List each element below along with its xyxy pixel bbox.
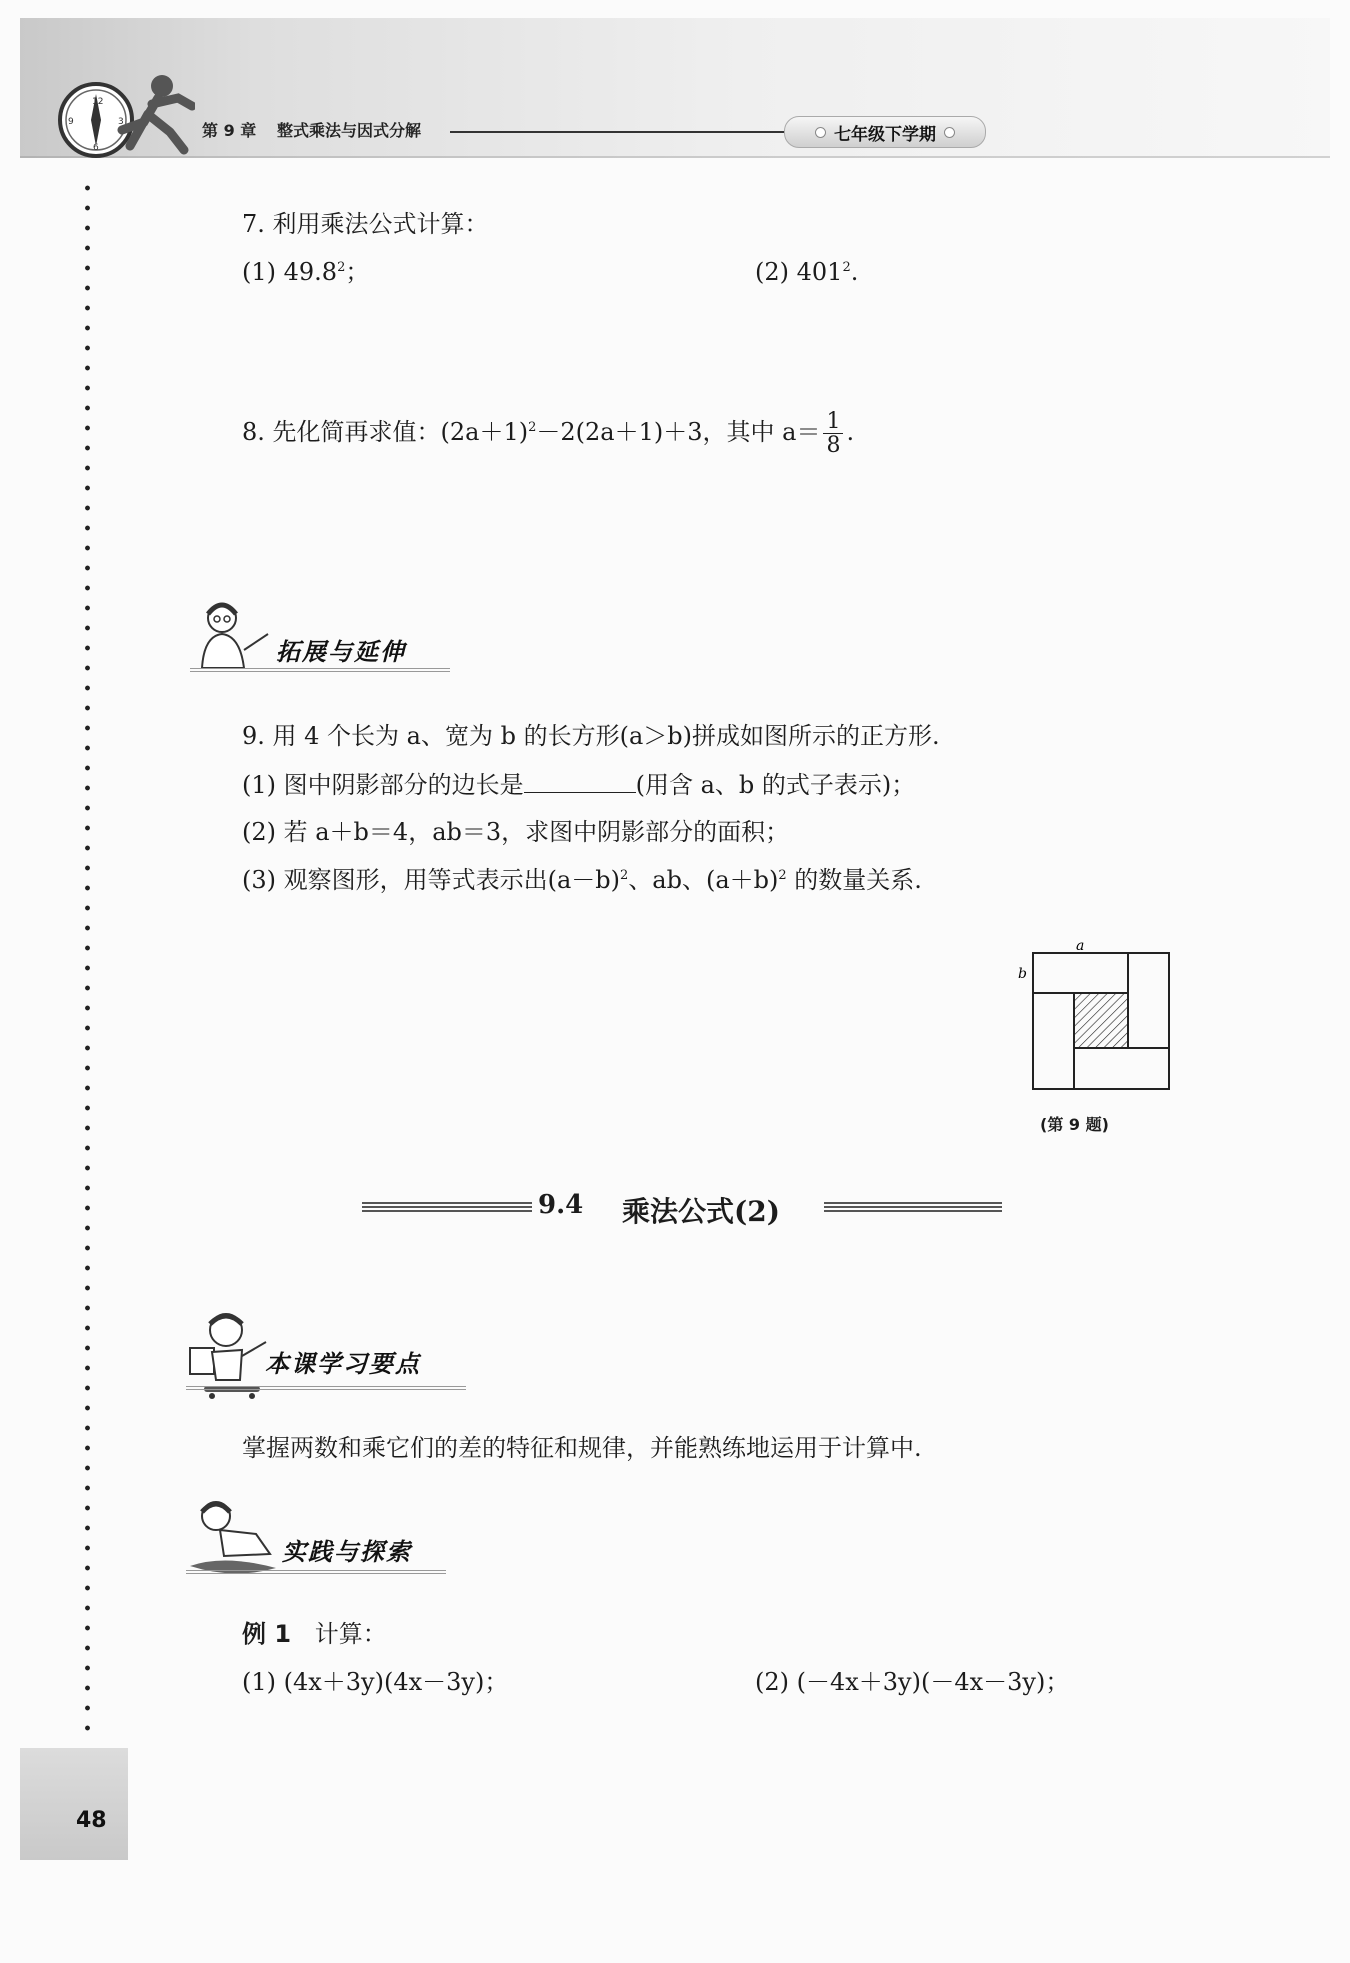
q9-prompt: 9. 用 4 个长为 a、宽为 b 的长方形(a＞b)拼成如图所示的正方形.: [242, 722, 940, 750]
section-94-right-rule: [824, 1202, 1002, 1214]
header-rule: [450, 131, 785, 133]
chapter-label: 第 9 章: [202, 121, 257, 140]
q9-figure: [1018, 938, 1178, 1098]
q9-part3: (3) 观察图形，用等式表示出$(a-b)^2$、ab、$(a+b)^2$ 的数量关系.: [242, 866, 922, 894]
section-key-text: 掌握两数和乘它们的差的特征和规律，并能熟练地运用于计算中.: [242, 1434, 922, 1462]
svg-text:9: 9: [68, 117, 74, 127]
section-key-rule: [186, 1386, 466, 1392]
example1-part2: (2) (－4x＋3y)(－4x－3y)；: [755, 1668, 1070, 1696]
example1-part1: (1) (4x＋3y)(4x－3y)；: [242, 1668, 509, 1696]
dot-icon: [815, 127, 826, 138]
page-number-tab: [20, 1748, 128, 1860]
q7-part2: (2) $401^2$.: [755, 258, 859, 286]
figure-caption: (第 9 题): [1040, 1115, 1109, 1134]
page-number: 48: [76, 1808, 107, 1833]
fig-label-b: b: [1018, 966, 1027, 982]
q7-part1: (1) 49.8$^2$；: [242, 258, 370, 286]
dot-icon: [944, 127, 955, 138]
svg-text:3: 3: [118, 117, 124, 127]
answer-blank[interactable]: [524, 772, 636, 793]
section-practice-title: 实践与探索: [282, 1538, 412, 1566]
section-94-left-rule: [362, 1202, 532, 1214]
section-94-title: 乘法公式(2): [622, 1195, 780, 1228]
section-extend-title: 拓展与延伸: [276, 638, 406, 666]
example1-label: 例 1: [242, 1620, 292, 1648]
q9-part1: (1) 图中阴影部分的边长是 (用含 a、b 的式子表示)；: [242, 771, 916, 799]
section-extend-rule: [190, 668, 450, 674]
svg-text:12: 12: [92, 97, 104, 107]
grade-label: 七年级下学期: [834, 124, 936, 145]
grade-badge: [784, 116, 986, 148]
fig-label-a: a: [1076, 938, 1085, 954]
section-94-number: 9.4: [538, 1190, 584, 1220]
q7-prompt: 7. 利用乘法公式计算：: [242, 210, 489, 238]
chapter-title: 整式乘法与因式分解: [277, 121, 422, 140]
q8-question: 8. 先化简再求值：$(2a+1)^2-2(2a+1)+3$，其中 a＝ $\frac{1}{8}$ .: [242, 409, 855, 459]
example1-prompt: 计算：: [314, 1620, 387, 1648]
shaded-square: [1074, 993, 1128, 1048]
section-practice-rule: [186, 1570, 446, 1576]
example1-heading: [242, 1622, 387, 1646]
runner-icon: [100, 70, 195, 155]
fraction: $\frac{1}{8}$: [823, 410, 843, 457]
dotted-margin-line: [85, 178, 90, 1738]
q9-part2: (2) 若 a＋b＝4，ab＝3，求图中阴影部分的面积；: [242, 818, 790, 846]
svg-text:6: 6: [93, 143, 99, 153]
section-key-title: 本课学习要点: [265, 1350, 421, 1378]
